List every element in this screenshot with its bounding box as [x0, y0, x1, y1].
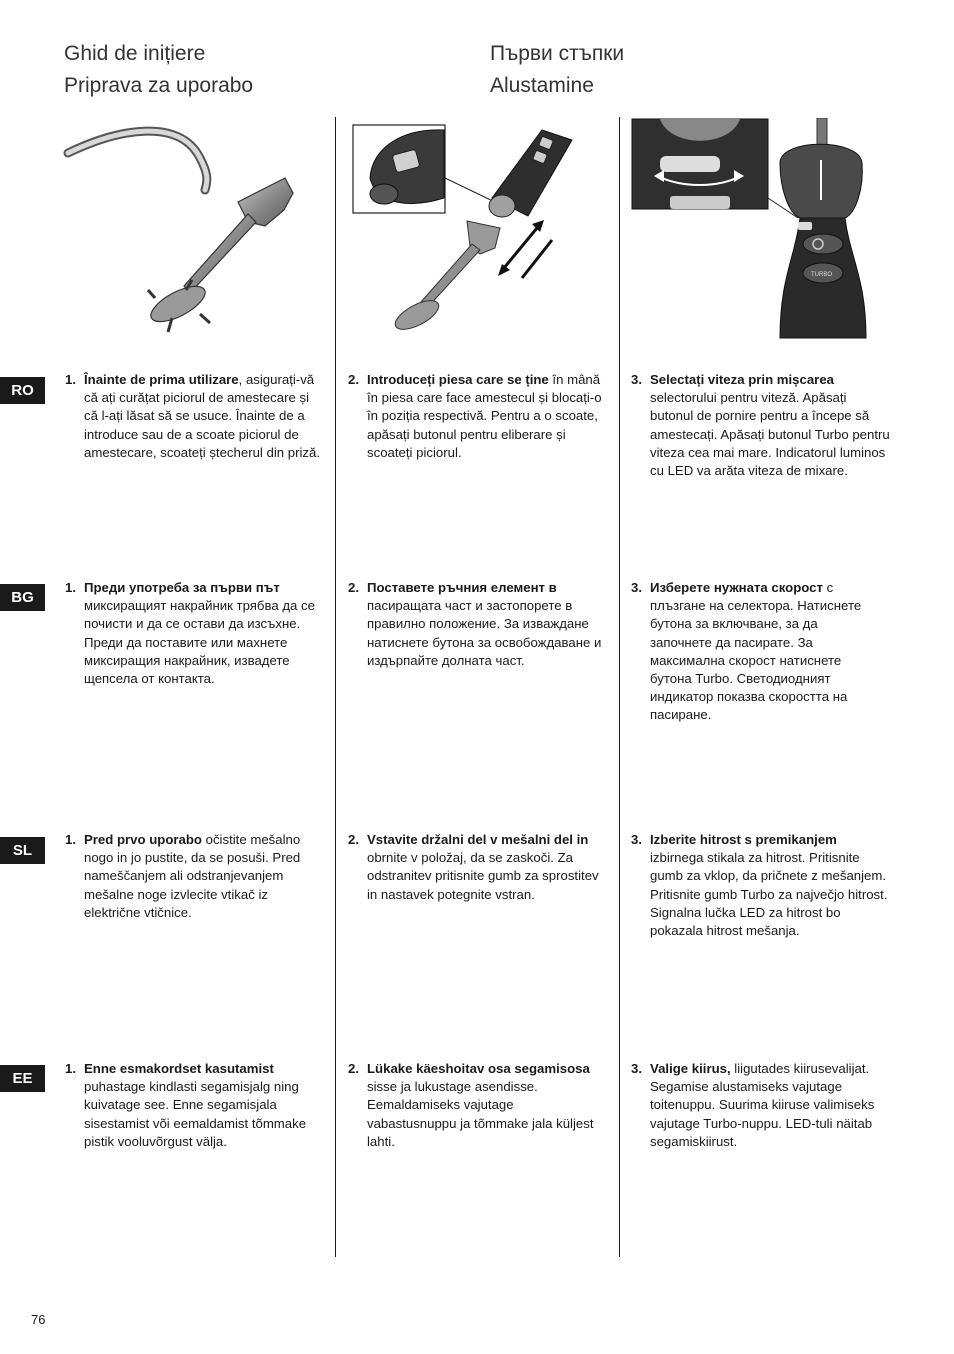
column-divider-1	[335, 117, 336, 1257]
page-number: 76	[31, 1312, 46, 1327]
bg-step-2: 2. Поставете ръчния елемент в пасиращата част и застопорете в правилно положение. За изваждане натиснете бутона за освобождаване и издърпайте долната част.	[348, 580, 602, 668]
sl-step-3: 3. Izberite hitrost s premikanjem izbirnega stikala za hitrost. Pritisnite gumb za vklop, da pričnete z mešanjem. Pritisnite gumb Turbo za največjo hitrost. Signalna lučka LED za hitrost bo pokazala hitrost mešanja.	[631, 832, 888, 939]
column-divider-2	[619, 117, 620, 1257]
lang-tab-bg: BG	[0, 584, 45, 611]
bg-step-1: 1. Преди употреба за първи път миксиращият накрайник трябва да се почисти и да се остави да изсъхне. Преди да поставите или махнете миксиращия накрайник, извадете щепсела от контакта.	[65, 580, 315, 687]
sl-step-2: 2. Vstavite držalni del v mešalni del in obrnite v položaj, da se zaskoči. Za odstranitev pritisnite gumb za sprostitev in nastavek potegnite vstran.	[348, 832, 599, 902]
ro-step-1: 1. Înainte de prima utilizare, asigurați-vă că ați curățat piciorul de amestecare și că l-ați lăsat să se usuce. Înainte de a introduce sau de a scoate piciorul de amestecare, scoateți ștecherul din priză.	[65, 372, 321, 460]
left-title-line1: Ghid de inițiere	[64, 42, 206, 65]
ee-step-2: 2. Lükake käeshoitav osa segamisosa sisse ja lukustage asendisse. Eemaldamiseks vajutage vabastusnuppu ja tõmmake jala küljest lahti.	[348, 1061, 594, 1149]
lang-tab-sl: SL	[0, 837, 45, 864]
left-title-line2: Priprava za uporabo	[64, 74, 254, 97]
right-title-line1: Първи стъпки	[490, 42, 625, 65]
sl-step-1: 1. Pred prvo uporabo očistite mešalno nogo in jo pustite, da se posuši. Pred nameščanjem ali odstranjevanjem mešalne noge izvlecite vtikač iz električne vtičnice.	[65, 832, 301, 920]
ee-step-3: 3. Valige kiirus, liigutades kiirusevalijat. Segamise alustamiseks vajutage toitenuppu. Suurima kiiruse valimiseks vajutage Turbo-nuppu. LED-tuli näitab segamiskiirust.	[631, 1061, 875, 1149]
ro-step-3: 3. Selectați viteza prin mișcarea selectorului pentru viteză. Apăsați butonul de pornire pentru a începe să amestecați. Apăsați butonul Turbo pentru viteza cea mai mare. Indicatorul luminos cu LED va arăta viteza de mixare.	[631, 372, 890, 479]
ee-step-1: 1. Enne esmakordset kasutamist puhastage kindlasti segamisjalg ning kuivatage see. Enne segamisjala sisestamist või eemaldamist tõmmake pistik vooluvõrgust välja.	[65, 1061, 307, 1149]
speed-selector-icon	[630, 118, 870, 340]
lang-tab-ro: RO	[0, 377, 45, 404]
bg-step-3: 3. Изберете нужната скорост с плъзгане на селектора. Натиснете бутона за включване, за да започнете да пасирате. За максимална скорост натиснете бутона Turbo. Светодиодният индикатор показва скоростта на пасиране.	[631, 580, 862, 723]
attach-handle-illustration	[352, 118, 614, 343]
turbo-label: TURBO	[811, 272, 832, 278]
ro-step-2: 2. Introduceți piesa care se ține în mână în piesa care face amestecul și blocați-o în poziția respectivă. Pentru a o scoate, apăsați butonul pentru eliberare și scoateți piciorul.	[348, 372, 602, 460]
left-title	[64, 38, 253, 102]
lang-tab-ee: EE	[0, 1065, 45, 1092]
right-title-line2: Alustamine	[490, 74, 594, 97]
right-title	[490, 38, 624, 102]
blender-leg-icon	[60, 118, 330, 343]
attach-handle-icon	[352, 118, 614, 343]
speed-selector-illustration	[630, 118, 870, 340]
